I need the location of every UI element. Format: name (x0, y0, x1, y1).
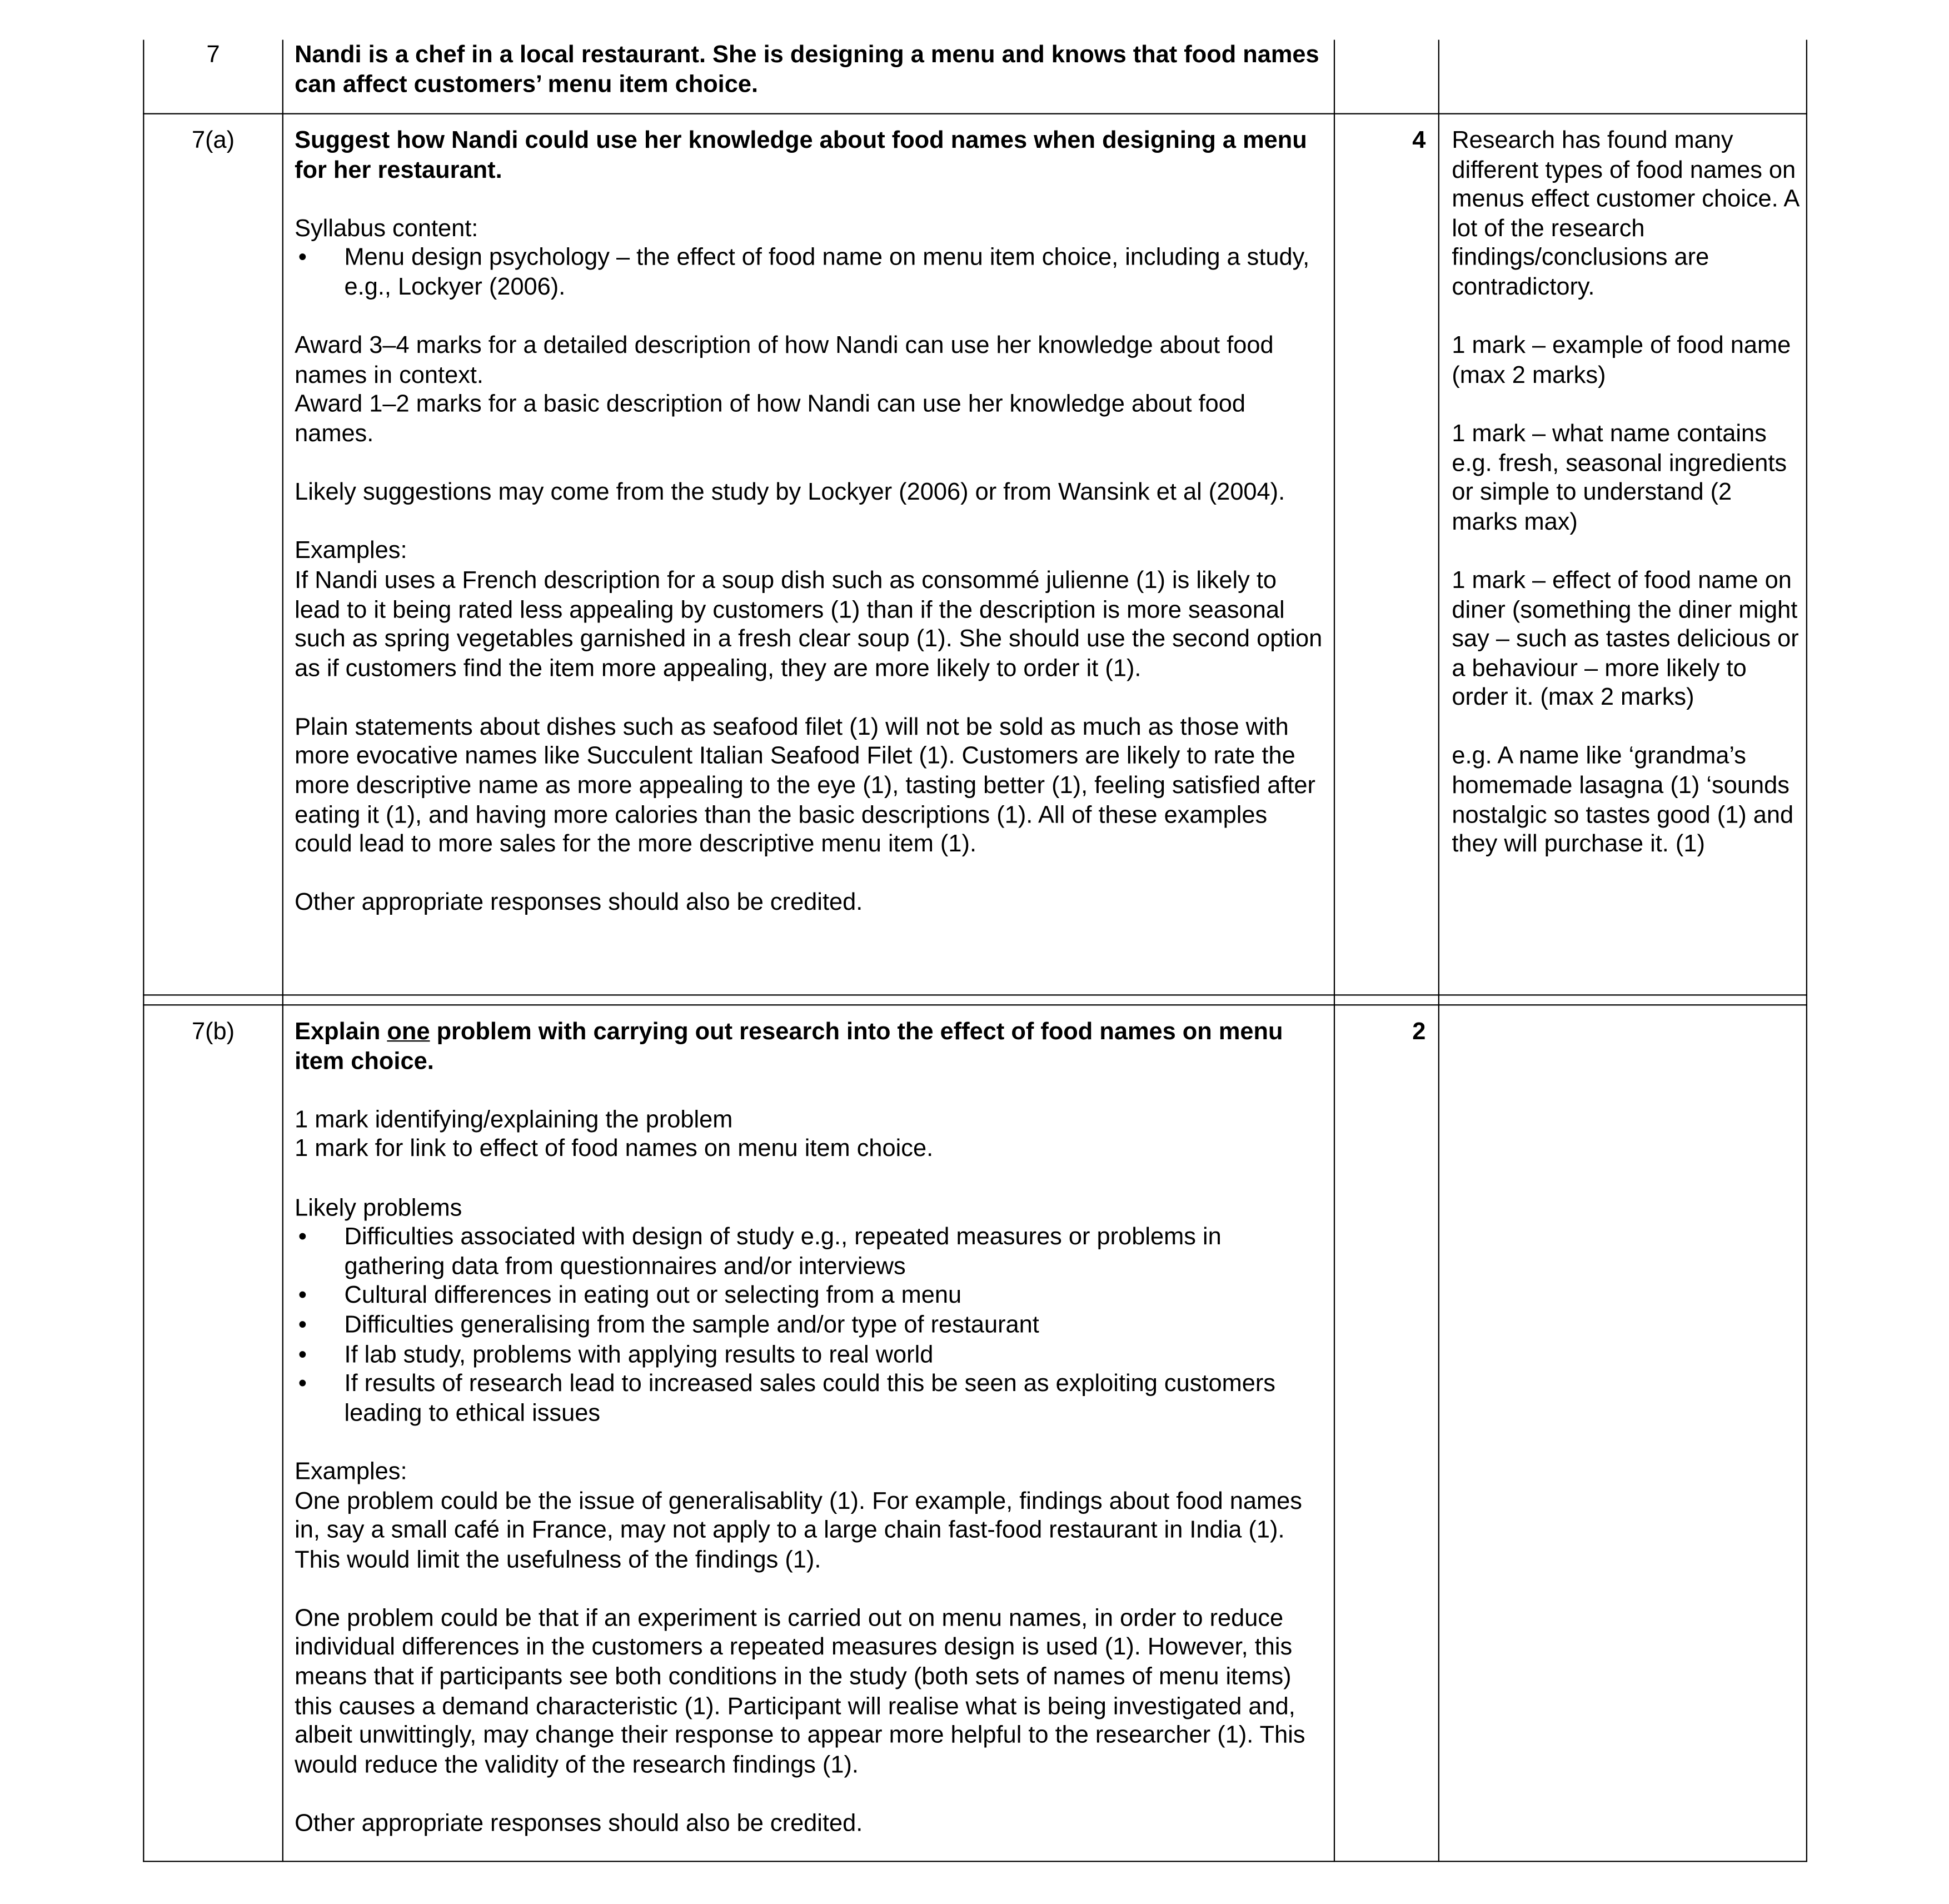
award-low: Award 1–2 marks for a basic description of how Nandi can use her knowledge about food names. (295, 391, 1245, 448)
question-7b-post: problem with carrying out research into the effect of food names on menu item choice. (295, 1018, 1283, 1075)
guidance-paragraph: Research has found many different types of food names on menus effect customer choice. A lot of the research findings/conclusions are contradictory. (1452, 127, 1798, 301)
syllabus-item: • Menu design psychology – the effect of food name on menu item choice, including a study, e.g., Lockyer (2006). (295, 244, 1324, 303)
list-item: • Difficulties associated with design of study e.g., repeated measures or problems in gathering data from questionnaires and/or interviews (295, 1223, 1324, 1282)
rule-row-2a (143, 994, 1807, 996)
syllabus-list (295, 244, 1324, 303)
question-7a-text: Suggest how Nandi could use her knowledge about food names when designing a menu for her restaurant. (295, 127, 1307, 184)
rule-col-2 (1334, 40, 1335, 1862)
marks-7a: 4 (1412, 127, 1426, 154)
rule-col-3 (1438, 40, 1440, 1862)
other-responses-note: Other appropriate responses should also be credited. (295, 1810, 863, 1837)
likely-suggestions: Likely suggestions may come from the study by Lockyer (2006) or from Wansink et al (2004). (295, 479, 1285, 506)
rule-right (1806, 40, 1808, 1862)
answer-7b (295, 1018, 1324, 1840)
syllabus-heading: Syllabus content: (295, 215, 478, 242)
mark-criterion: 1 mark for link to effect of food names on menu item choice. (295, 1135, 934, 1163)
question-7-stem: Nandi is a chef in a local restaurant. She is designing a menu and knows that food names can affect customers’ menu item choice. (295, 41, 1319, 98)
guidance-7a (1452, 127, 1800, 860)
answer-7a (295, 127, 1324, 919)
example-paragraph: Plain statements about dishes such as seafood filet (1) will not be sold as much as those with more evocative names like Succulent Italian Seafood Filet (1). Customers are likely to rate the more descriptive name as more appealing to the eye (1), tasting better (1), feeling satisfied after eating it (1), and having more calories than the basic descriptions (1). All of these examples could lead to more sales for the more descriptive menu item (1). (295, 713, 1315, 858)
example-paragraph: If Nandi uses a French description for a soup dish such as consommé julienne (1) is likely to lead to it being rated less appealing by customers (1) than if the description is more seasonal such as spring vegetables garnished in a fresh clear soup (1). She should use the second option as if customers find the item more appealing, they are more likely to order it (1). (295, 566, 1323, 682)
rule-col-1 (282, 40, 284, 1862)
guidance-paragraph: 1 mark – what name contains e.g. fresh, seasonal ingredients or simple to understand (2 marks max) (1452, 420, 1787, 536)
list-item: • Cultural differences in eating out or selecting from a menu (295, 1282, 1324, 1312)
question-number-7: 7 (206, 41, 220, 69)
example-paragraph: One problem could be the issue of generalisablity (1). For example, findings about food names in, say a small café in France, may not apply to a large chain fast-food restaurant in India (1). This would limit the usefulness of the findings (1). (295, 1487, 1302, 1573)
question-7b-text (295, 1018, 1324, 1077)
question-7b-pre: Explain (295, 1018, 387, 1045)
marks-7b: 2 (1412, 1018, 1426, 1045)
list-item: • Difficulties generalising from the sample and/or type of restaurant (295, 1311, 1324, 1340)
likely-problems-list (295, 1223, 1324, 1428)
guidance-paragraph: e.g. A name like ‘grandma’s homemade lasagna (1) ‘sounds nostalgic so tastes good (1) and they will purchase it. (1) (1452, 742, 1794, 858)
likely-problems-heading: Likely problems (295, 1194, 462, 1222)
award-high: Award 3–4 marks for a detailed description of how Nandi can use her knowledge about food names in context. (295, 332, 1274, 389)
question-7b-underlined: one (387, 1018, 430, 1045)
guidance-paragraph: 1 mark – example of food name (max 2 marks) (1452, 332, 1791, 389)
question-number-7a: 7(a) (191, 127, 235, 154)
list-item: • If lab study, problems with applying results to real world (295, 1340, 1324, 1370)
rule-bottom (143, 1861, 1807, 1862)
rule-left (143, 40, 144, 1862)
mark-criterion: 1 mark identifying/explaining the problem (295, 1106, 733, 1134)
guidance-paragraph: 1 mark – effect of food name on diner (something the diner might say – such as tastes delicious or a behaviour – more likely to order it. (max 2 marks) (1452, 566, 1799, 711)
question-number-7b: 7(b) (191, 1018, 235, 1045)
other-responses-note: Other appropriate responses should also be credited. (295, 889, 863, 917)
example-paragraph: One problem could be that if an experiment is carried out on menu names, in order to reduce individual differences in the customers a repeated measures design is used (1). However, this means that if participants see both conditions in the study (both sets of names of menu items) this causes a demand characteristic (1). Participant will realise what is being investigated and, albeit unwittingly, may change their response to appear more helpful to the researcher (1). This would reduce the validity of the research findings (1). (295, 1604, 1305, 1779)
list-item: • If results of research lead to increased sales could this be seen as exploiting customers leading to ethical issues (295, 1370, 1324, 1429)
examples-heading: Examples: (295, 1458, 407, 1486)
rule-row-2b (143, 1004, 1807, 1006)
rule-row-1 (143, 113, 1807, 115)
examples-heading: Examples: (295, 537, 407, 565)
